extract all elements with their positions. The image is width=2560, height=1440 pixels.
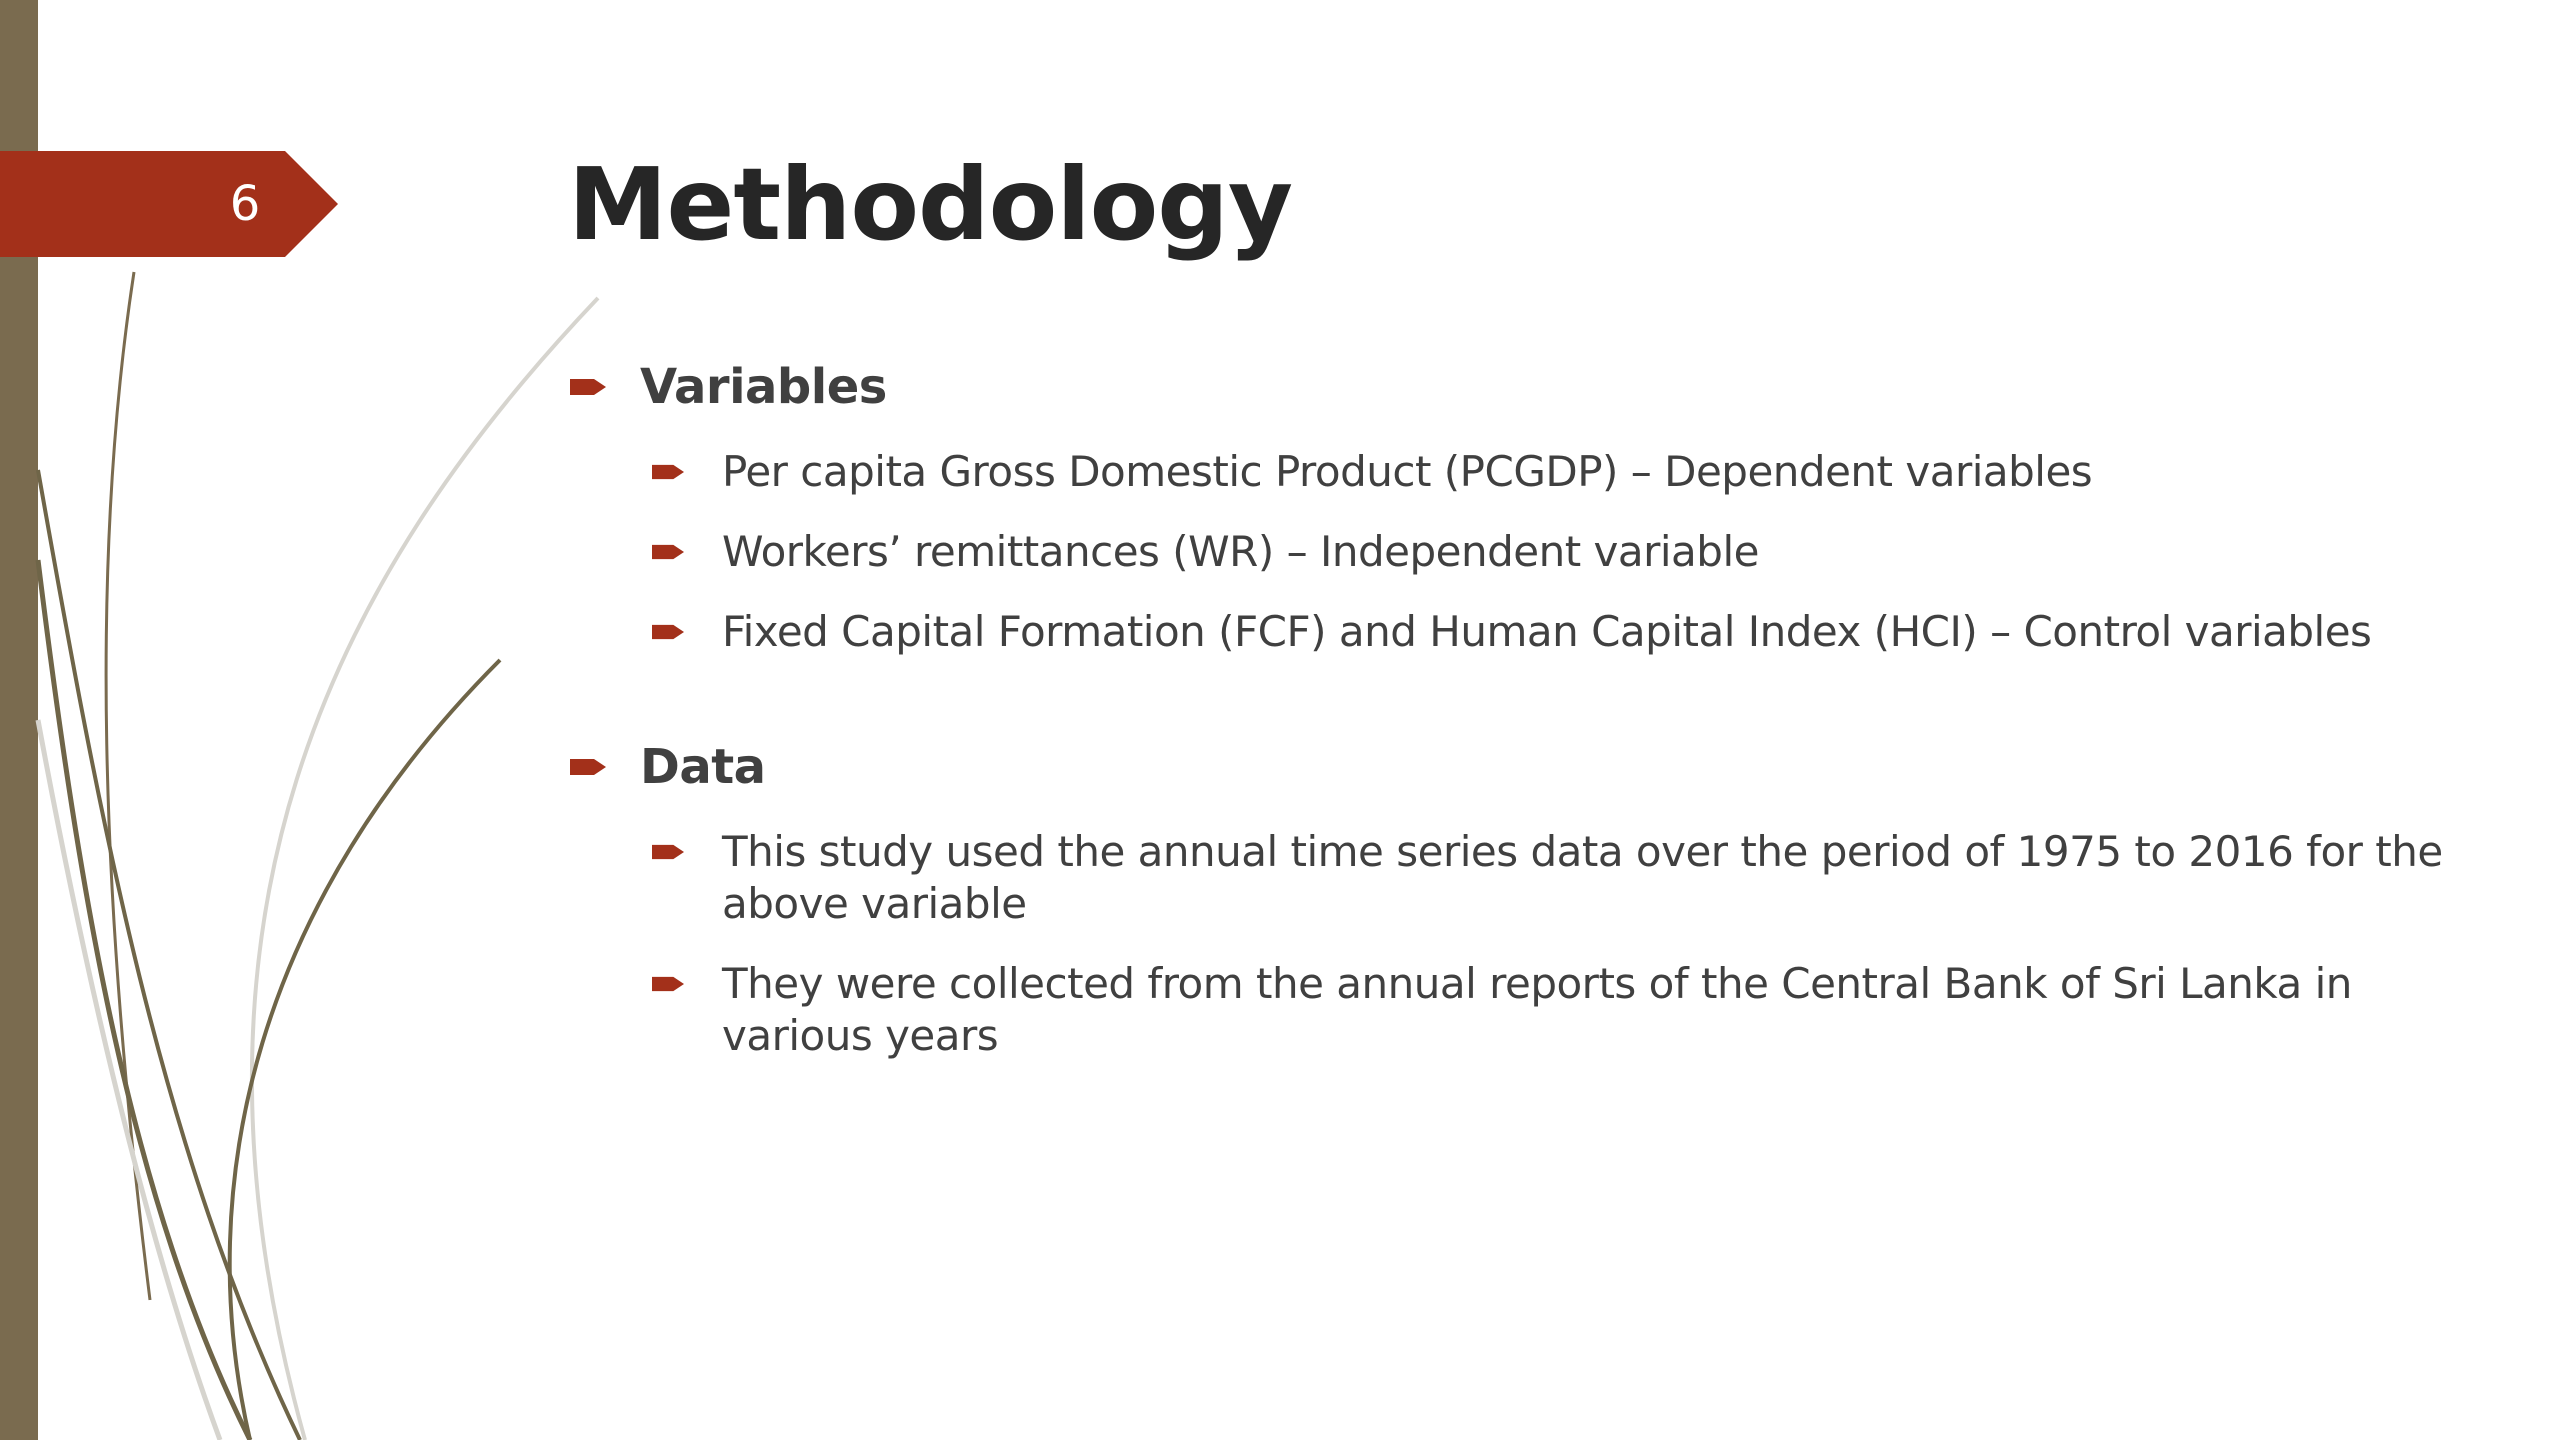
- slide-number: 6: [229, 176, 261, 232]
- list-item-text: They were collected from the annual reports of the Central Bank of Sri Lanka in various years: [722, 959, 2352, 1060]
- arrow-bullet-icon: [652, 843, 684, 861]
- list-item: [650, 606, 2468, 658]
- list-item: [650, 826, 2468, 930]
- slide-content: [568, 354, 2468, 1062]
- section-heading-variables: [568, 354, 2468, 420]
- list-item-text: Workers’ remittances (WR) – Independent variable: [722, 527, 1759, 576]
- list-item-text: This study used the annual time series data over the period of 1975 to 2016 for the above variable: [722, 827, 2443, 928]
- list-item: [650, 526, 2468, 578]
- list-item: [650, 958, 2468, 1062]
- arrow-bullet-icon: [570, 377, 606, 397]
- arrow-bullet-icon: [652, 463, 684, 481]
- arrow-bullet-icon: [652, 623, 684, 641]
- list-item: [650, 446, 2468, 498]
- section-heading-text: Variables: [640, 359, 887, 415]
- arrow-bullet-icon: [652, 543, 684, 561]
- list-item-text: Per capita Gross Domestic Product (PCGDP) – Dependent variables: [722, 447, 2093, 496]
- slide-title: Methodology: [568, 146, 1293, 263]
- arrow-bullet-icon: [570, 757, 606, 777]
- arrow-bullet-icon: [652, 975, 684, 993]
- section-heading-data: [568, 734, 2468, 800]
- list-item-text: Fixed Capital Formation (FCF) and Human Capital Index (HCI) – Control variables: [722, 607, 2372, 656]
- section-heading-text: Data: [640, 739, 766, 795]
